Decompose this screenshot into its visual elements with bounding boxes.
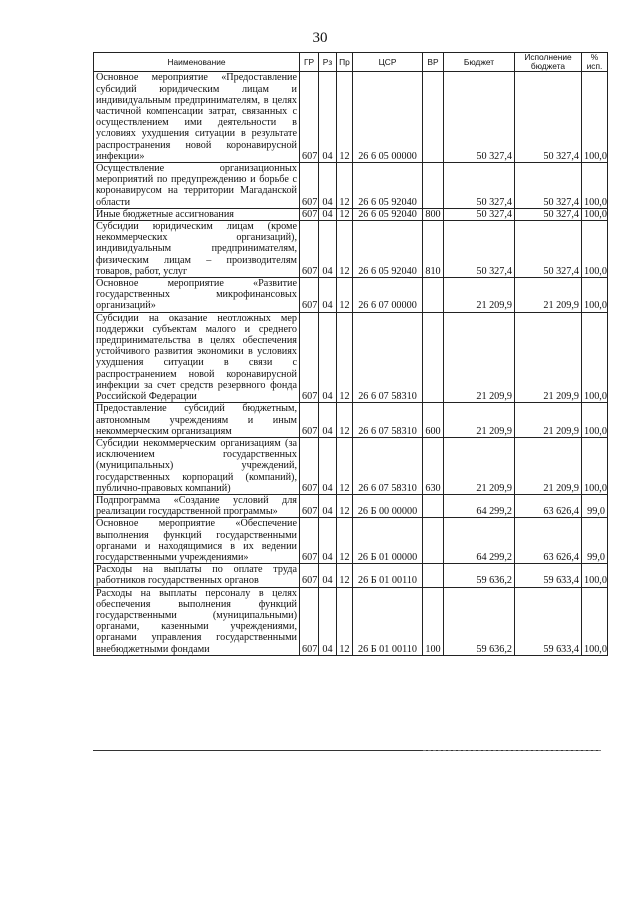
table-row <box>94 437 608 494</box>
cell-rz: 04 <box>319 403 337 438</box>
cell-execution: 21 209,9 <box>515 437 582 494</box>
cell-name: Осуществление организационных мероприятий по предупреждению и борьбе с коронавирусом на территории Магаданской области <box>94 163 300 209</box>
cell-pr: 12 <box>337 312 353 403</box>
cell-csr: 26 6 07 58310 <box>353 403 423 438</box>
cell-gr: 607 <box>300 208 319 220</box>
cell-pr: 12 <box>337 221 353 278</box>
table-row <box>94 403 608 438</box>
table-row <box>94 221 608 278</box>
cell-name: Расходы на выплаты персоналу в целях обеспечения выполнения функций государственными (муниципальными) органами, казенными учреждениями, органами управления государственными внебюджетными фондами <box>94 587 300 655</box>
table-body <box>94 72 608 655</box>
table-row <box>94 564 608 587</box>
cell-gr: 607 <box>300 312 319 403</box>
cell-gr: 607 <box>300 221 319 278</box>
cell-budget: 50 327,4 <box>444 221 515 278</box>
cell-csr: 26 Б 01 00000 <box>353 518 423 564</box>
cell-execution: 21 209,9 <box>515 312 582 403</box>
cell-pct: 100,0 <box>582 278 608 313</box>
cell-pr: 12 <box>337 208 353 220</box>
cell-budget: 59 636,2 <box>444 587 515 655</box>
cell-pr: 12 <box>337 278 353 313</box>
cell-pct: 100,0 <box>582 587 608 655</box>
cell-gr: 607 <box>300 278 319 313</box>
header-vr: ВР <box>423 53 444 72</box>
header-name: Наименование <box>94 53 300 72</box>
cell-csr: 26 6 05 92040 <box>353 163 423 209</box>
table-row <box>94 312 608 403</box>
cell-pct: 99,0 <box>582 494 608 517</box>
cell-name: Субсидии на оказание неотложных мер поддержки субъектам малого и среднего предпринимательства в целях обеспечения устойчивого развития экономики в условиях ухудшения ситуации в связи с распространением новой коронавирусной инфекции за счет средств резервного фонда Российской Федерации <box>94 312 300 403</box>
cell-rz: 04 <box>319 163 337 209</box>
cell-csr: 26 Б 00 00000 <box>353 494 423 517</box>
cell-pct: 99,0 <box>582 518 608 564</box>
cell-pr: 12 <box>337 403 353 438</box>
cell-gr: 607 <box>300 518 319 564</box>
cell-gr: 607 <box>300 437 319 494</box>
cell-rz: 04 <box>319 221 337 278</box>
table-row <box>94 494 608 517</box>
cell-gr: 607 <box>300 163 319 209</box>
cell-pr: 12 <box>337 587 353 655</box>
cell-budget: 50 327,4 <box>444 163 515 209</box>
cell-execution: 63 626,4 <box>515 494 582 517</box>
table-row <box>94 587 608 655</box>
header-pct: % исп. <box>582 53 608 72</box>
cell-name: Иные бюджетные ассигнования <box>94 208 300 220</box>
cell-rz: 04 <box>319 312 337 403</box>
header-execution: Исполнение бюджета <box>515 53 582 72</box>
cell-execution: 59 633,4 <box>515 587 582 655</box>
cell-csr: 26 Б 01 00110 <box>353 587 423 655</box>
cell-gr: 607 <box>300 403 319 438</box>
cell-pr: 12 <box>337 564 353 587</box>
cell-execution: 63 626,4 <box>515 518 582 564</box>
cell-execution: 21 209,9 <box>515 403 582 438</box>
cell-budget: 50 327,4 <box>444 72 515 163</box>
cell-execution: 50 327,4 <box>515 72 582 163</box>
cell-budget: 64 299,2 <box>444 518 515 564</box>
cell-name: Субсидии некоммерческим организациям (за исключением государственных (муниципальных) учреждений, государственных корпораций (компаний), публично-правовых компаний) <box>94 437 300 494</box>
cell-rz: 04 <box>319 437 337 494</box>
cell-rz: 04 <box>319 72 337 163</box>
cell-pct: 100,0 <box>582 72 608 163</box>
header-csr: ЦСР <box>353 53 423 72</box>
cell-rz: 04 <box>319 278 337 313</box>
table-row <box>94 208 608 220</box>
cell-gr: 607 <box>300 72 319 163</box>
table-row <box>94 72 608 163</box>
footer-rule <box>93 750 601 751</box>
cell-name: Расходы на выплаты по оплате труда работников государственных органов <box>94 564 300 587</box>
cell-execution: 50 327,4 <box>515 163 582 209</box>
table-row <box>94 518 608 564</box>
cell-rz: 04 <box>319 208 337 220</box>
cell-csr: 26 6 05 92040 <box>353 221 423 278</box>
cell-vr <box>423 564 444 587</box>
cell-pct: 100,0 <box>582 221 608 278</box>
table-header <box>94 53 608 72</box>
header-row <box>94 53 608 72</box>
cell-csr: 26 6 07 58310 <box>353 437 423 494</box>
cell-execution: 50 327,4 <box>515 221 582 278</box>
cell-budget: 21 209,9 <box>444 437 515 494</box>
cell-gr: 607 <box>300 564 319 587</box>
cell-vr <box>423 163 444 209</box>
cell-rz: 04 <box>319 494 337 517</box>
cell-budget: 21 209,9 <box>444 312 515 403</box>
cell-vr: 600 <box>423 403 444 438</box>
cell-pct: 100,0 <box>582 403 608 438</box>
cell-pct: 100,0 <box>582 437 608 494</box>
header-pr: Пр <box>337 53 353 72</box>
cell-pr: 12 <box>337 518 353 564</box>
cell-vr <box>423 278 444 313</box>
cell-csr: 26 Б 01 00110 <box>353 564 423 587</box>
table-row <box>94 278 608 313</box>
cell-budget: 21 209,9 <box>444 278 515 313</box>
cell-vr: 630 <box>423 437 444 494</box>
cell-budget: 64 299,2 <box>444 494 515 517</box>
cell-pr: 12 <box>337 163 353 209</box>
table-row <box>94 163 608 209</box>
header-rz: Рз <box>319 53 337 72</box>
cell-rz: 04 <box>319 564 337 587</box>
cell-csr: 26 6 07 58310 <box>353 312 423 403</box>
cell-budget: 21 209,9 <box>444 403 515 438</box>
cell-vr: 100 <box>423 587 444 655</box>
cell-budget: 50 327,4 <box>444 208 515 220</box>
cell-gr: 607 <box>300 494 319 517</box>
cell-pct: 100,0 <box>582 163 608 209</box>
budget-execution-table <box>93 52 608 656</box>
cell-execution: 21 209,9 <box>515 278 582 313</box>
cell-vr <box>423 518 444 564</box>
cell-name: Основное мероприятие «Обеспечение выполнения функций государственными органами и находящимися в их ведении государственными учреждениями» <box>94 518 300 564</box>
cell-budget: 59 636,2 <box>444 564 515 587</box>
cell-pct: 100,0 <box>582 208 608 220</box>
cell-name: Основное мероприятие «Предоставление субсидий юридическим лицам и индивидуальным предпринимателям, в целях частичной компенсации затрат, связанных с осуществлением ими деятельности в условиях ухудшения ситуации в результате распространения новой коронавирусной инфекции» <box>94 72 300 163</box>
cell-pr: 12 <box>337 72 353 163</box>
cell-vr <box>423 312 444 403</box>
cell-vr <box>423 72 444 163</box>
header-budget: Бюджет <box>444 53 515 72</box>
page-number: 30 <box>312 30 328 46</box>
cell-rz: 04 <box>319 587 337 655</box>
cell-gr: 607 <box>300 587 319 655</box>
cell-execution: 59 633,4 <box>515 564 582 587</box>
cell-name: Предоставление субсидий бюджетным, автономным учреждениям и иным некоммерческим организациям <box>94 403 300 438</box>
cell-csr: 26 6 05 00000 <box>353 72 423 163</box>
cell-name: Основное мероприятие «Развитие государственных микрофинансовых организаций» <box>94 278 300 313</box>
cell-execution: 50 327,4 <box>515 208 582 220</box>
cell-pr: 12 <box>337 494 353 517</box>
cell-pct: 100,0 <box>582 312 608 403</box>
cell-csr: 26 6 07 00000 <box>353 278 423 313</box>
cell-pr: 12 <box>337 437 353 494</box>
cell-pct: 100,0 <box>582 564 608 587</box>
header-gr: ГР <box>300 53 319 72</box>
cell-name: Субсидии юридическим лицам (кроме некоммерческих организаций), индивидуальным предпринимателям, физическим лицам – производителям товаров, работ, услуг <box>94 221 300 278</box>
cell-csr: 26 6 05 92040 <box>353 208 423 220</box>
cell-vr: 810 <box>423 221 444 278</box>
cell-vr <box>423 494 444 517</box>
cell-vr: 800 <box>423 208 444 220</box>
cell-name: Подпрограмма «Создание условий для реализации государственной программы» <box>94 494 300 517</box>
cell-rz: 04 <box>319 518 337 564</box>
